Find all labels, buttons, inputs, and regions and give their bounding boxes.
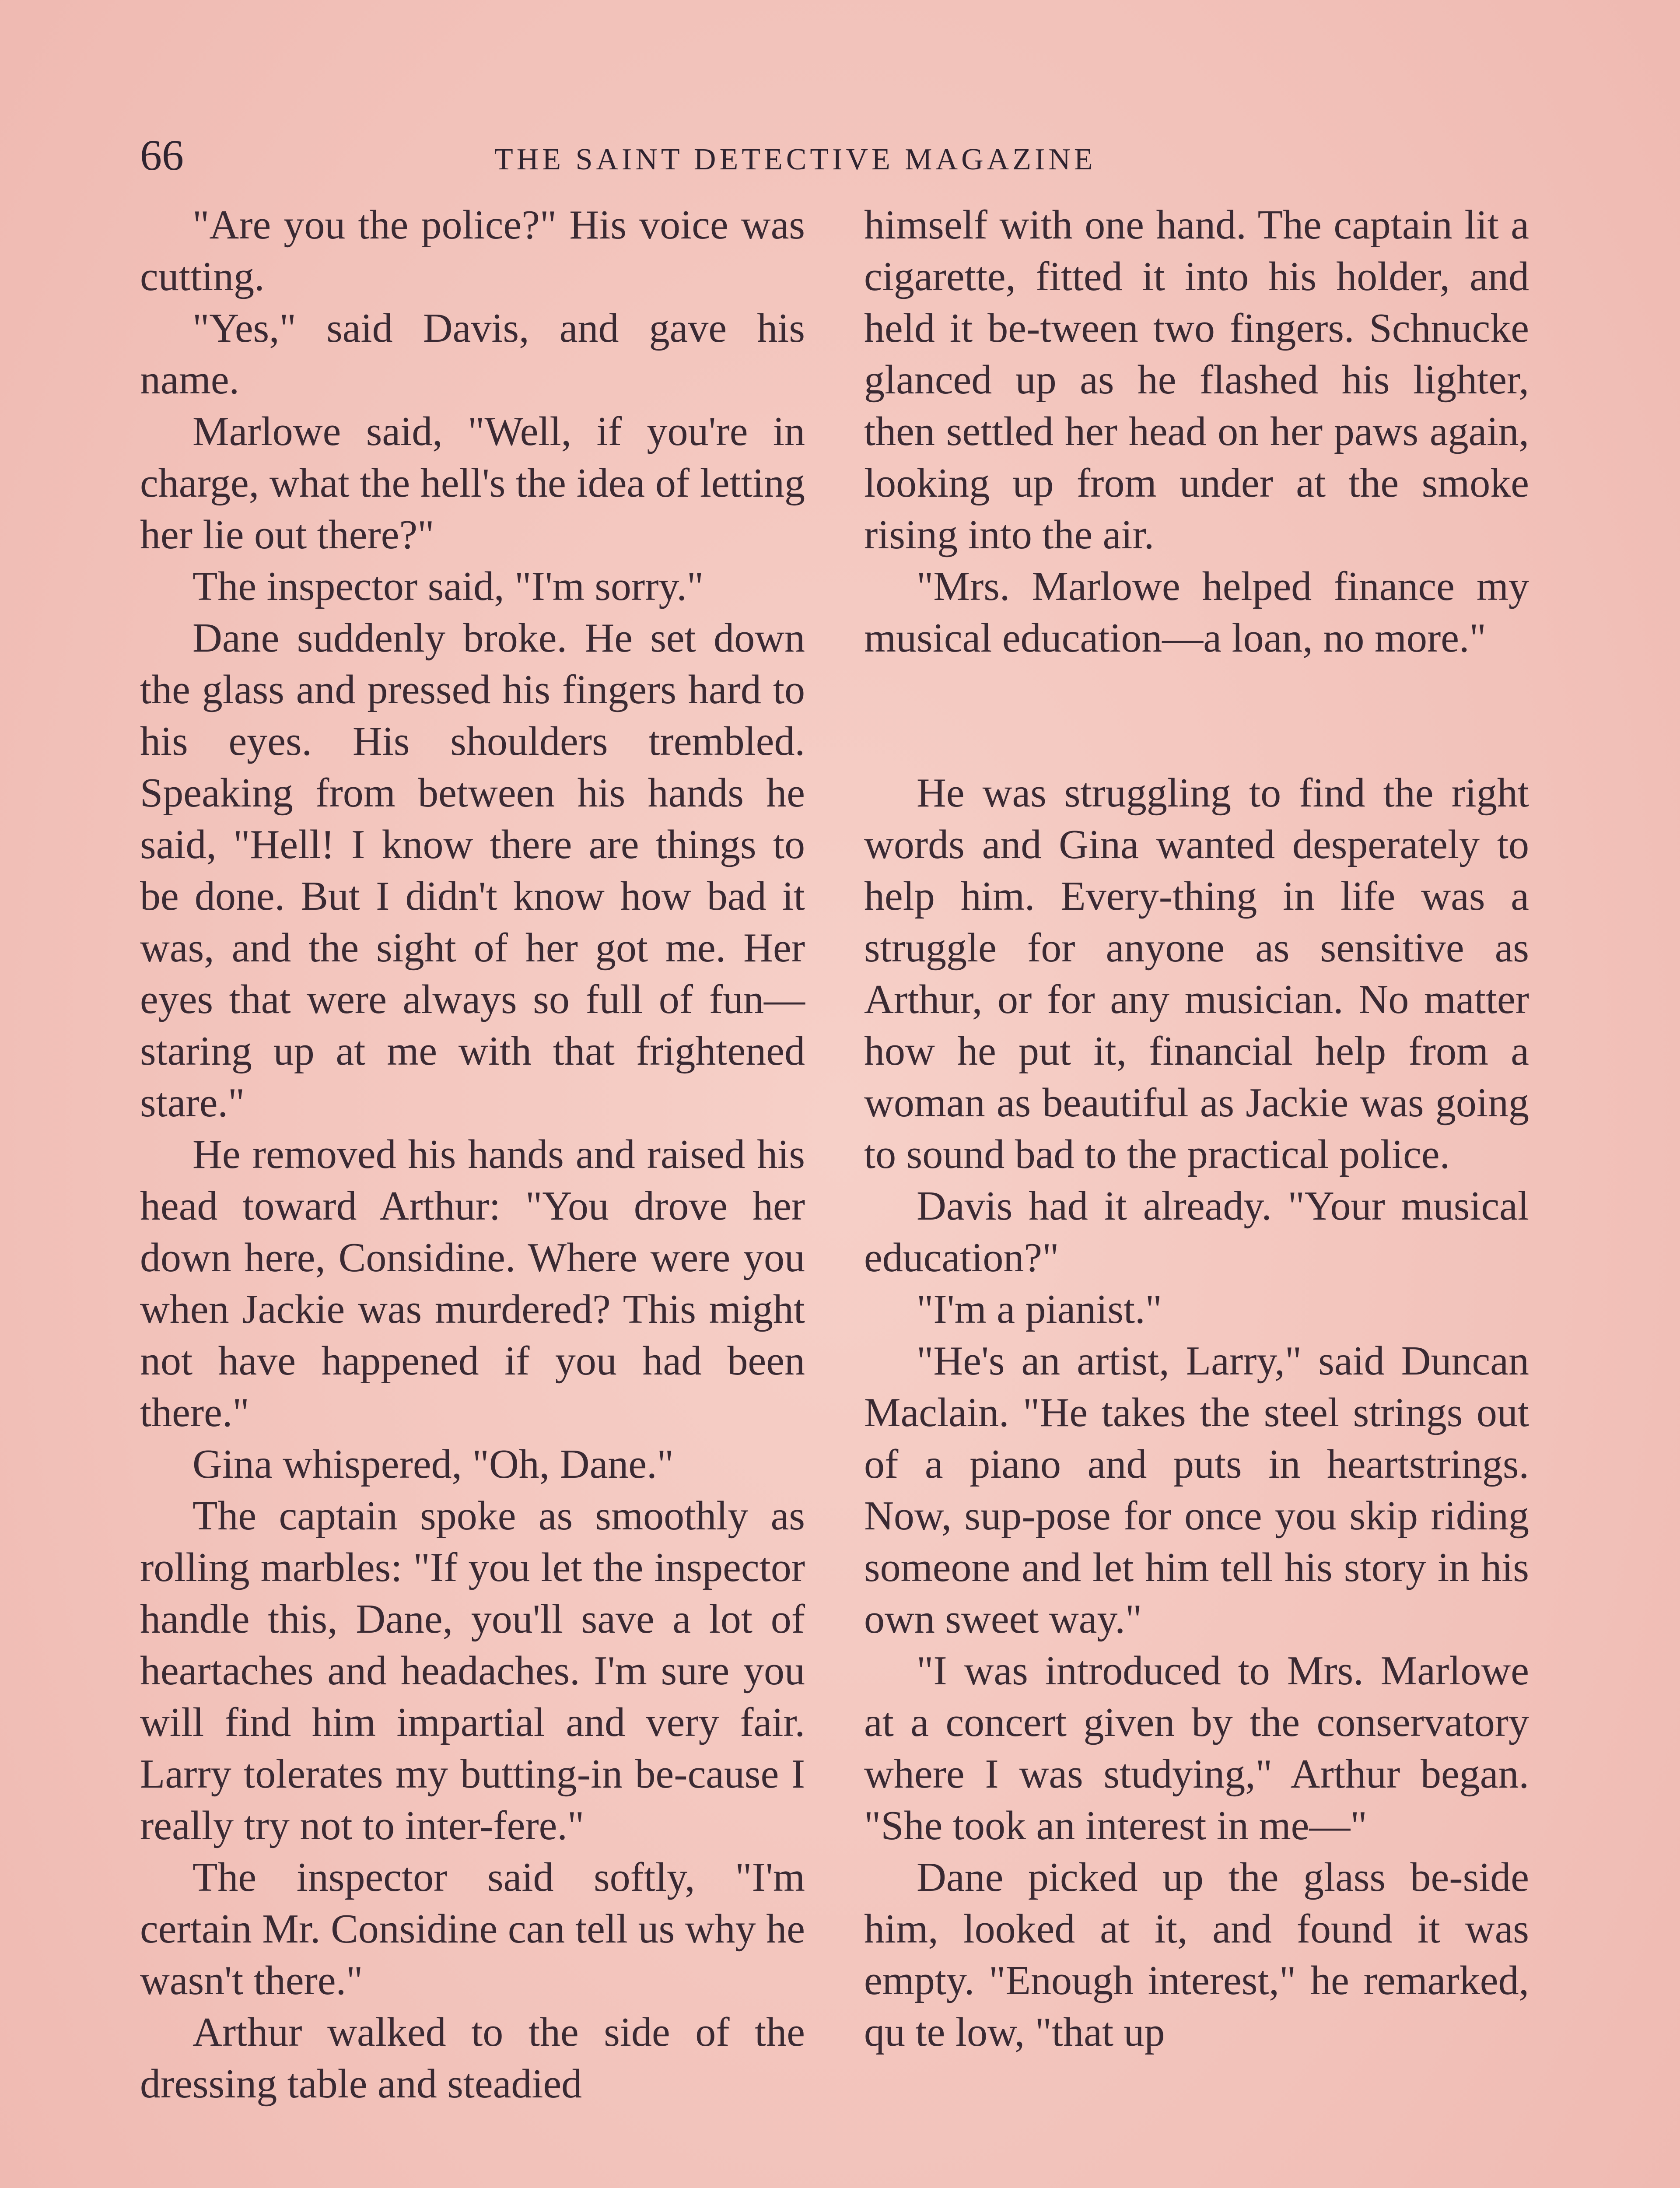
page-number: 66 xyxy=(140,131,184,179)
paragraph: "Are you the police?" His voice was cutting. xyxy=(140,202,805,299)
paragraph: "I was introduced to Mrs. Marlowe at a concert given by the conservatory where I was studying," Arthur began. "She took an interest in me—" xyxy=(864,1648,1529,1848)
paragraph: He removed his hands and raised his head toward Arthur: "You drove her down here, Considine. Where were you when Jackie was murdered? This might not have happened if you had been there." xyxy=(140,1132,805,1435)
page-header xyxy=(131,127,1619,184)
paragraph: himself with one hand. The captain lit a cigarette, fitted it into his holder, and held it be-tween two fingers. Schnucke glanced up as he flashed his lighter, then settled her head on her paws again, looking up from under at the smoke rising into the air. xyxy=(864,202,1529,558)
paragraph: "I'm a pianist." xyxy=(917,1287,1162,1332)
paragraph: Dane suddenly broke. He set down the glass and pressed his fingers hard to his eyes. His shoulders trembled. Speaking from between his hands he said, "Hell! I know there are things to be done. But I didn't know how bad it was, and the sight of her got me. Her eyes that were always so full of fun—staring up at me with that frightened stare." xyxy=(140,615,805,1126)
paragraph: The inspector said softly, "I'm certain Mr. Considine can tell us why he wasn't there." xyxy=(140,1855,805,2003)
paragraph: "Yes," said Davis, and gave his name. xyxy=(140,305,805,403)
right-column xyxy=(864,199,1529,2058)
paragraph: The inspector said, "I'm sorry." xyxy=(192,564,704,609)
paragraph: Davis had it already. "Your musical education?" xyxy=(864,1183,1529,1280)
section-break xyxy=(864,664,1529,767)
paragraph: He was struggling to find the right words and Gina wanted desperately to help him. Every-thing in life was a struggle for anyone as sensitive as Arthur, or for any musician. No matter how he put it, financial help from a woman as beautiful as Jackie was going to sound bad to the practical police. xyxy=(864,770,1529,1177)
paragraph: The captain spoke as smoothly as rolling marbles: "If you let the inspector handle this, Dane, you'll save a lot of heartaches and headaches. I'm sure you will find him impartial and very fair. Larry tolerates my butting-in be-cause I really try not to inter-fere." xyxy=(140,1493,805,1848)
left-column xyxy=(140,199,805,2110)
running-title: THE SAINT DETECTIVE MAGAZINE xyxy=(494,143,1096,176)
paragraph: "Mrs. Marlowe helped finance my musical education—a loan, no more." xyxy=(864,564,1529,661)
paragraph: "He's an artist, Larry," said Duncan Maclain. "He takes the steel strings out of a piano and puts in heartstrings. Now, sup-pose for once you skip riding someone and let him tell his story in his own sweet way." xyxy=(864,1338,1529,1642)
paragraph: Gina whispered, "Oh, Dane." xyxy=(192,1441,674,1487)
paragraph: Marlowe said, "Well, if you're in charge, what the hell's the idea of letting her lie out there?" xyxy=(140,409,805,558)
paragraph: Dane picked up the glass be-side him, looked at it, and found it was empty. "Enough interest," he remarked, qu te low, "that up xyxy=(864,1855,1529,2055)
paragraph: Arthur walked to the side of the dressing table and steadied xyxy=(140,2009,805,2107)
